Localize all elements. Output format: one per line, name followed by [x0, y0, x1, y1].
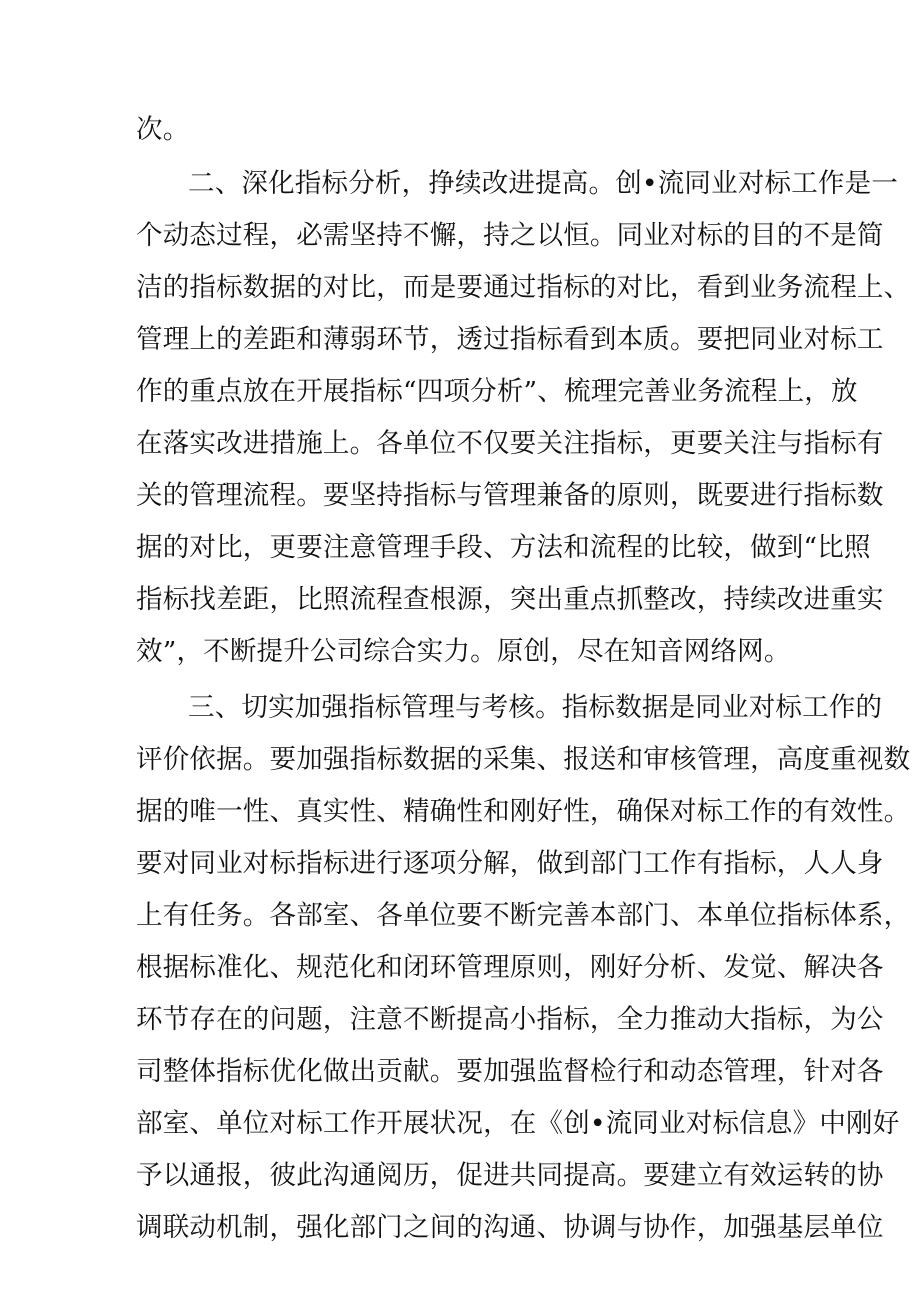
text-line-14: 据的唯一性、真实性、精确性和刚好性，确保对标工作的有效性。	[136, 796, 911, 827]
text-line-9: 据的对比，更要注意管理手段、方法和流程的比较，做到“比照	[136, 532, 871, 563]
section-2-first-line: 二、深化指标分析，挣续改进提高。创•流同业对标工作是一	[188, 168, 899, 199]
text-line-7: 在落实改进措施上。各单位不仅要关注指标，更要关注与指标有	[136, 428, 884, 459]
text-line-11: 效”，不断提升公司综合实力。原创，尽在知音网络网。	[136, 636, 791, 667]
section-3-first-line: 三、切实加强指标管理与考核。指标数据是同业对标工作的	[188, 692, 883, 723]
text-line-20: 部室、单位对标工作开展状况，在《创•流同业对标信息》中刚好	[136, 1108, 900, 1139]
text-line-19: 司整体指标优化做出贡献。要加强监督检行和动态管理，针对各	[136, 1056, 884, 1087]
text-line-6: 作的重点放在开展指标“四项分析”、梳理完善业务流程上，放	[136, 376, 858, 407]
text-line-21: 予以通报，彼此沟通阅历，促进共同提高。要建立有效运转的协	[136, 1160, 884, 1191]
text-line-8: 关的管理流程。要坚持指标与管理兼备的原则，既要进行指标数	[136, 480, 884, 511]
text-line-4: 洁的指标数据的对比，而是要通过指标的对比，看到业务流程上、	[136, 272, 911, 303]
text-line-3: 个动态过程，必需坚持不懈，持之以恒。同业对标的目的不是简	[136, 220, 884, 251]
text-line-17: 根据标准化、规范化和闭环管理原则，刚好分析、发觉、解决各	[136, 952, 884, 983]
text-line-13: 评价依据。要加强指标数据的采集、报送和审核管理，高度重视数	[136, 744, 911, 775]
text-line-18: 环节存在的问题，注意不断提高小指标，全力推动大指标，为公	[136, 1004, 884, 1035]
text-line-10: 指标找差距，比照流程查根源，突出重点抓整改，持续改进重实	[136, 584, 884, 615]
text-line-5: 管理上的差距和薄弱环节，透过指标看到本质。要把同业对标工	[136, 324, 884, 355]
text-line-1: 次。	[136, 114, 190, 145]
text-line-22: 调联动机制，强化部门之间的沟通、协调与协作，加强基层单位	[136, 1212, 884, 1243]
text-line-16: 上有任务。各部室、各单位要不断完善本部门、本单位指标体系，	[136, 900, 911, 931]
text-line-15: 要对同业对标指标进行逐项分解，做到部门工作有指标，人人身	[136, 848, 884, 879]
